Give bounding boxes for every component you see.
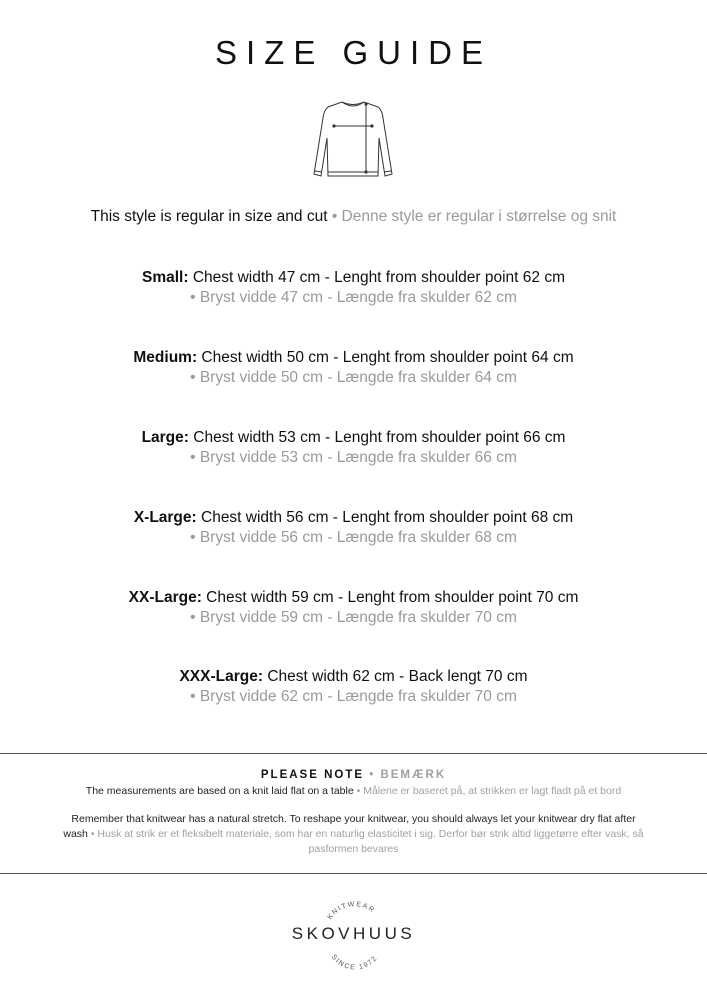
note-line1-en: The measurements are based on a knit laid flat on a table	[85, 785, 354, 797]
top-divider	[0, 753, 707, 754]
size-measure-dk: • Bryst vidde 53 cm - Længde fra skulder 66 cm	[190, 449, 517, 466]
logo-brand-name: SKOVHUUS	[291, 924, 416, 943]
size-measure-en: Chest width 62 cm - Back lengt 70 cm	[267, 668, 528, 685]
note-line2-en: Remember that knitwear has a natural stretch. To reshape your knitwear, you should always let your knitwear dry flat after wash	[63, 813, 636, 840]
size-label: X-Large:	[133, 509, 197, 526]
size-xx-large	[0, 588, 707, 628]
note-measurement-basis	[60, 784, 647, 799]
size-label: Medium:	[133, 349, 198, 366]
intro-dk: • Denne style er regular i størrelse og snit	[331, 208, 617, 225]
size-measure-dk: • Bryst vidde 62 cm - Længde fra skulder 70 cm	[190, 688, 517, 705]
size-label: XXX-Large:	[179, 668, 264, 685]
size-measure-en: Chest width 53 cm - Lenght from shoulder point 66 cm	[193, 429, 566, 446]
skovhuus-logo	[280, 896, 427, 976]
size-measure-dk: • Bryst vidde 56 cm - Længde fra skulder 68 cm	[190, 529, 517, 546]
size-xxx-large	[0, 667, 707, 707]
size-small	[0, 268, 707, 308]
note-line1-dk: • Målene er baseret på, at strikken er lagt fladt på et bord	[356, 785, 622, 797]
size-measure-en: Chest width 59 cm - Lenght from shoulder point 70 cm	[206, 589, 579, 606]
size-measure-dk: • Bryst vidde 59 cm - Længde fra skulder 70 cm	[190, 609, 517, 626]
size-measure-en: Chest width 50 cm - Lenght from shoulder point 64 cm	[201, 349, 574, 366]
svg-text:KNITWEAR	[327, 901, 377, 921]
size-measure-en: Chest width 47 cm - Lenght from shoulder point 62 cm	[192, 269, 565, 286]
logo-since-arc: SINCE 1972	[329, 953, 380, 972]
page-title: SIZE GUIDE	[214, 34, 493, 71]
logo-knitwear-arc: KNITWEAR	[326, 900, 377, 921]
note-title-dk: • BEMÆRK	[369, 769, 447, 781]
intro-en: This style is regular in size and cut	[90, 208, 328, 225]
please-note-heading	[0, 769, 707, 781]
style-fit-statement	[0, 208, 707, 226]
svg-text:SINCE 1972	[330, 954, 379, 972]
bottom-divider	[0, 873, 707, 874]
size-measure-en: Chest width 56 cm - Lenght from shoulder point 68 cm	[201, 509, 574, 526]
size-x-large	[0, 508, 707, 548]
sweater-measurement-icon	[312, 98, 394, 184]
size-medium	[0, 348, 707, 388]
size-label: Large:	[141, 429, 189, 446]
note-title-en: PLEASE NOTE	[260, 769, 365, 781]
size-measure-dk: • Bryst vidde 50 cm - Længde fra skulder 64 cm	[190, 369, 517, 386]
size-large	[0, 428, 707, 468]
size-label: XX-Large:	[128, 589, 202, 606]
size-label: Small:	[141, 269, 189, 286]
note-line2-dk: • Husk at strik er et fleksibelt materiale, som har en naturlig elasticitet i sig. Derfor bør strik altid liggetørre efter vask, så pasformen bevares	[90, 828, 644, 855]
size-measure-dk: • Bryst vidde 47 cm - Længde fra skulder 62 cm	[190, 289, 517, 306]
note-care-instructions	[60, 812, 647, 857]
